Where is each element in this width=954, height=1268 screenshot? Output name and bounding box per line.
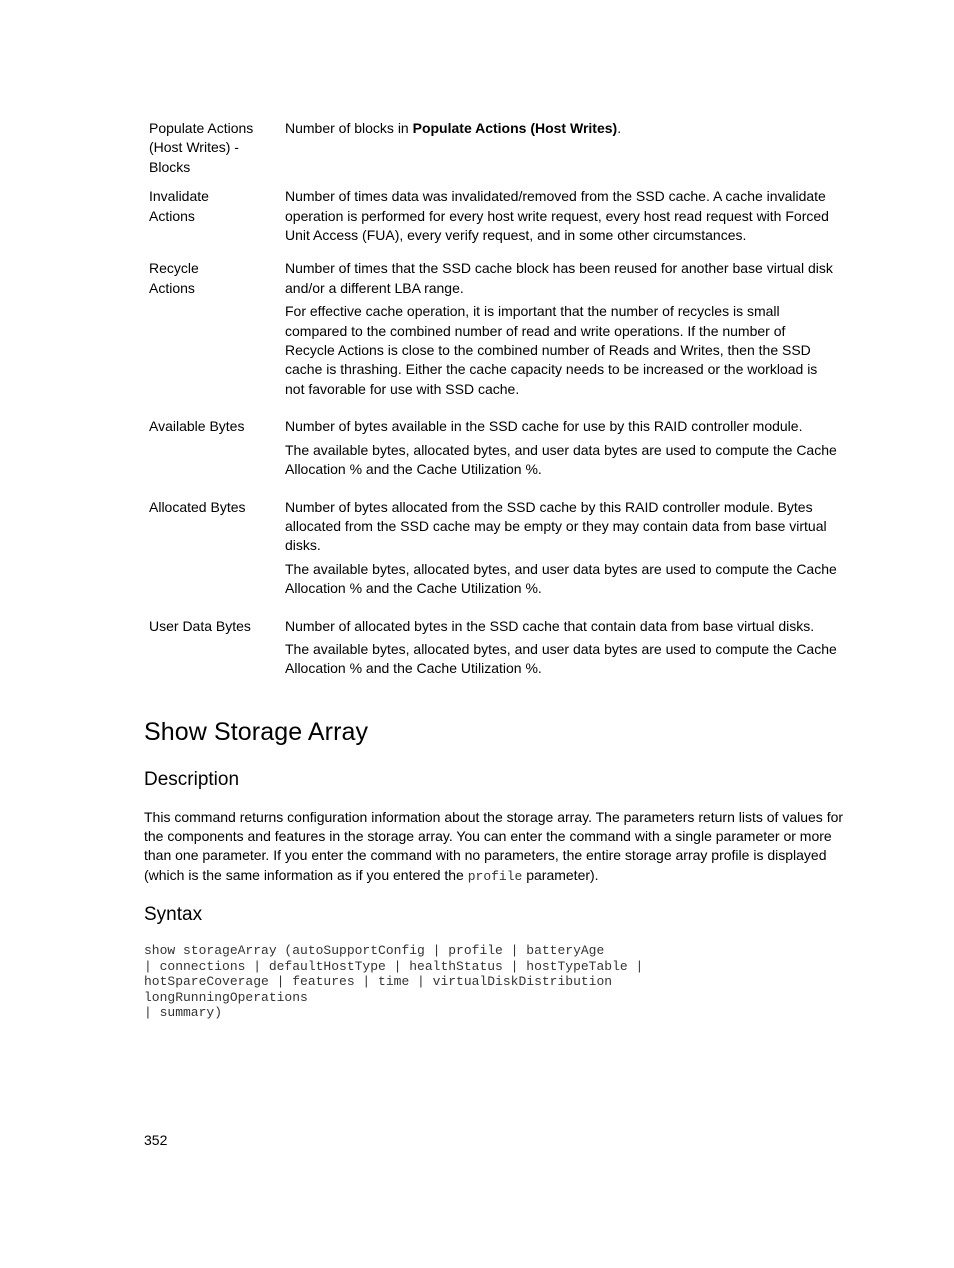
definition-description [285, 186, 839, 249]
definition-row [149, 258, 839, 403]
definition-description [285, 497, 839, 603]
definition-row [149, 497, 839, 603]
description-text [144, 808, 844, 886]
definition-paragraph: Number of bytes allocated from the SSD cache by this RAID controller module. Bytes allocated from the SSD cache may be empty or they may contain data from base virtual disks. [285, 498, 827, 554]
inline-code: profile [467, 868, 523, 884]
definition-paragraph: Number of bytes available in the SSD cache for use by this RAID controller module. [285, 418, 803, 435]
definition-text: Number of blocks in [285, 120, 413, 136]
definition-description [285, 118, 839, 177]
section-title: Show Storage Array [144, 718, 369, 746]
description-text-part: parameter). [522, 866, 599, 883]
definition-description [285, 616, 839, 683]
definition-text: . [617, 120, 622, 136]
definition-term-text: Recycle Actions [149, 260, 199, 296]
page-number: 352 [144, 1132, 168, 1148]
definition-row [149, 616, 839, 683]
definition-row [149, 416, 839, 483]
definition-description [285, 258, 839, 403]
syntax-code-block: show storageArray (autoSupportConfig | profile | batteryAge | connections | defaultHostType | healthStatus | hostTypeTable | hotSpareCoverage | features | time | virtualDiskDistribution longRunningOperations | summary) [144, 943, 644, 1020]
definition-paragraph: The available bytes, allocated bytes, and user data bytes are used to compute the Cache Allocation % and the Cache Utilization %. [285, 560, 837, 597]
definition-table [149, 118, 839, 697]
definition-paragraph: For effective cache operation, it is important that the number of recycles is small compared to the combined number of read and write operations. If the number of Recycle Actions is close to the combined number of Reads and Writes, then the SSD cache is thrashing. Either the cache capacity needs to be increased or the workload is not favorable for use with SSD cache. [285, 303, 818, 397]
definition-term-text: Invalidate Actions [149, 188, 209, 224]
definition-paragraph: Number of times that the SSD cache block has been reused for another base virtual disk and/or a different LBA range. [285, 260, 833, 296]
definition-paragraph: Number of allocated bytes in the SSD cache that contain data from base virtual disks. [285, 617, 815, 634]
definition-description [285, 416, 839, 483]
definition-term: User Data Bytes [149, 617, 251, 634]
definition-term [149, 186, 285, 249]
syntax-heading: Syntax [144, 904, 203, 925]
definition-row [149, 186, 839, 249]
description-text-part: This command returns configuration information about the storage array. The parameters return lists of values for the components and features in the storage array. You can enter the command with a single parameter or more than one parameter. If you enter the command with no parameters, the entire storage array profile is displayed (which is the same information as if you entered the [144, 809, 844, 883]
definition-paragraph: The available bytes, allocated bytes, and user data bytes are used to compute the Cache Allocation % and the Cache Utilization %. [285, 640, 837, 677]
definition-bold-text: Populate Actions (Host Writes) [412, 120, 618, 136]
definition-paragraph: Number of times data was invalidated/removed from the SSD cache. A cache invalidate operation is performed for every host write request, every host read request with Forced Unit Access (FUA), every verify request, and in some other circumstances. [285, 188, 829, 244]
description-heading: Description [144, 769, 240, 790]
definition-row [149, 118, 839, 177]
definition-term [149, 258, 285, 403]
definition-term: Allocated Bytes [149, 498, 246, 515]
definition-term: Available Bytes [149, 418, 245, 435]
definition-paragraph: The available bytes, allocated bytes, and user data bytes are used to compute the Cache Allocation % and the Cache Utilization %. [285, 441, 837, 478]
definition-term: Populate Actions (Host Writes) - Blocks [149, 120, 254, 175]
